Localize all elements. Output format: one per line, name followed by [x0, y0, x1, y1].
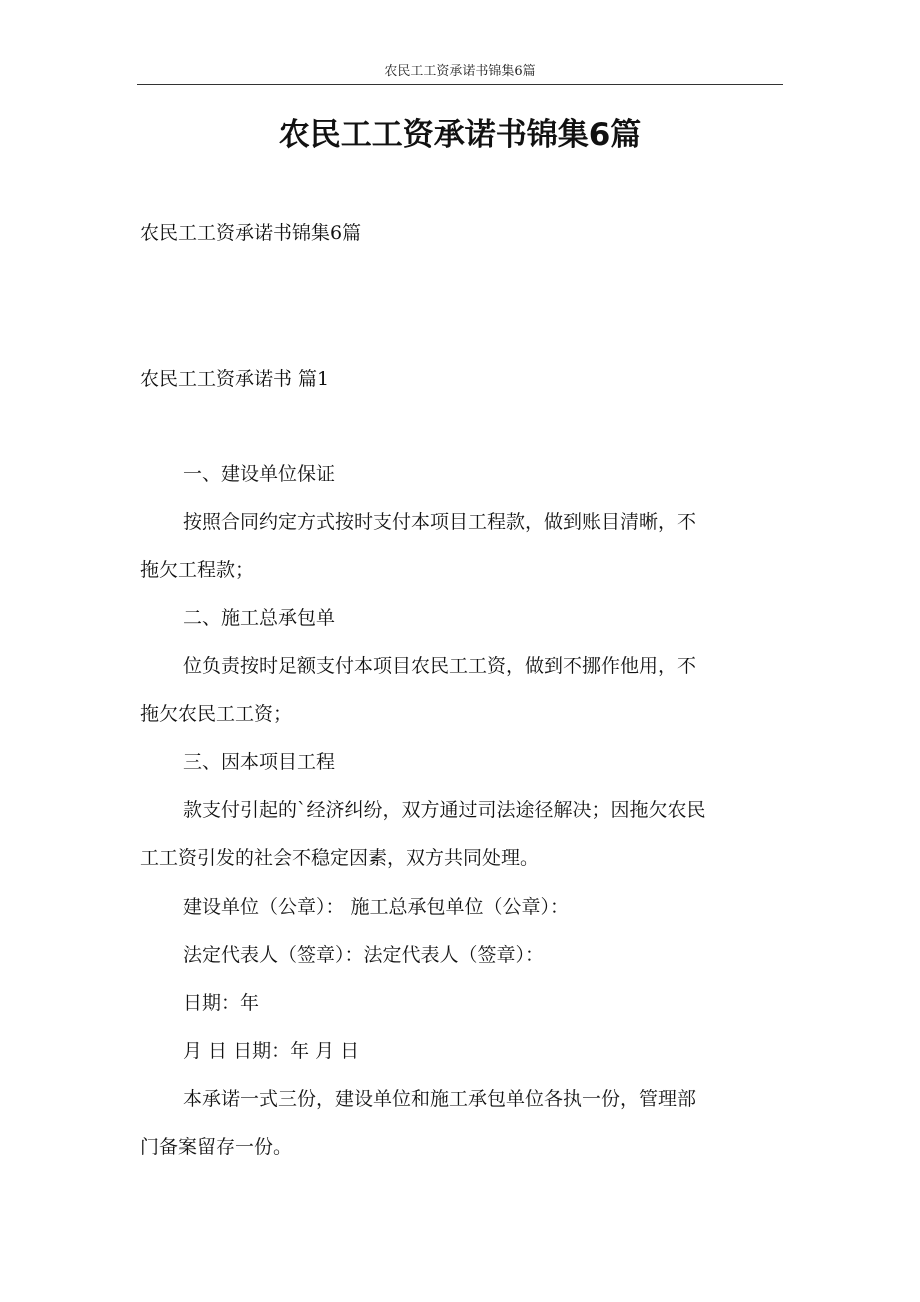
paragraph-line: 按照合同约定方式按时支付本项目工程款，做到账目清晰，不 [183, 511, 697, 533]
paragraph-line: 本承诺一式三份，建设单位和施工承包单位各执一份，管理部 [183, 1088, 697, 1110]
paragraph-line: 款支付引起的`经济纠纷，双方通过司法途径解决；因拖欠农民 [183, 799, 706, 821]
paragraph-line: 拖欠农民工工资； [140, 703, 293, 725]
paragraph-line: 二、施工总承包单 [183, 607, 336, 629]
document-title: 农民工工资承诺书锦集6篇 [278, 117, 642, 153]
signature-line: 建设单位（公章）： 施工总承包单位（公章）： [183, 896, 570, 918]
paragraph-line: 门备案留存一份。 [140, 1136, 293, 1158]
date-line: 日期：年 [183, 992, 260, 1014]
document-subtitle: 农民工工资承诺书锦集6篇 [140, 222, 362, 244]
paragraph-line: 拖欠工程款； [140, 559, 255, 581]
header-divider [137, 84, 783, 85]
page-header: 农民工工资承诺书锦集6篇 [384, 64, 536, 79]
paragraph-line: 工工资引发的社会不稳定因素，双方共同处理。 [140, 847, 540, 869]
section-heading: 农民工工资承诺书 篇1 [140, 368, 330, 390]
date-line: 月 日 日期：年 月 日 [183, 1040, 360, 1062]
paragraph-line: 一、建设单位保证 [183, 463, 336, 485]
paragraph-line: 三、因本项目工程 [183, 751, 336, 773]
paragraph-line: 位负责按时足额支付本项目农民工工资，做到不挪作他用，不 [183, 655, 697, 677]
signature-line: 法定代表人（签章）：法定代表人（签章）： [183, 944, 545, 966]
